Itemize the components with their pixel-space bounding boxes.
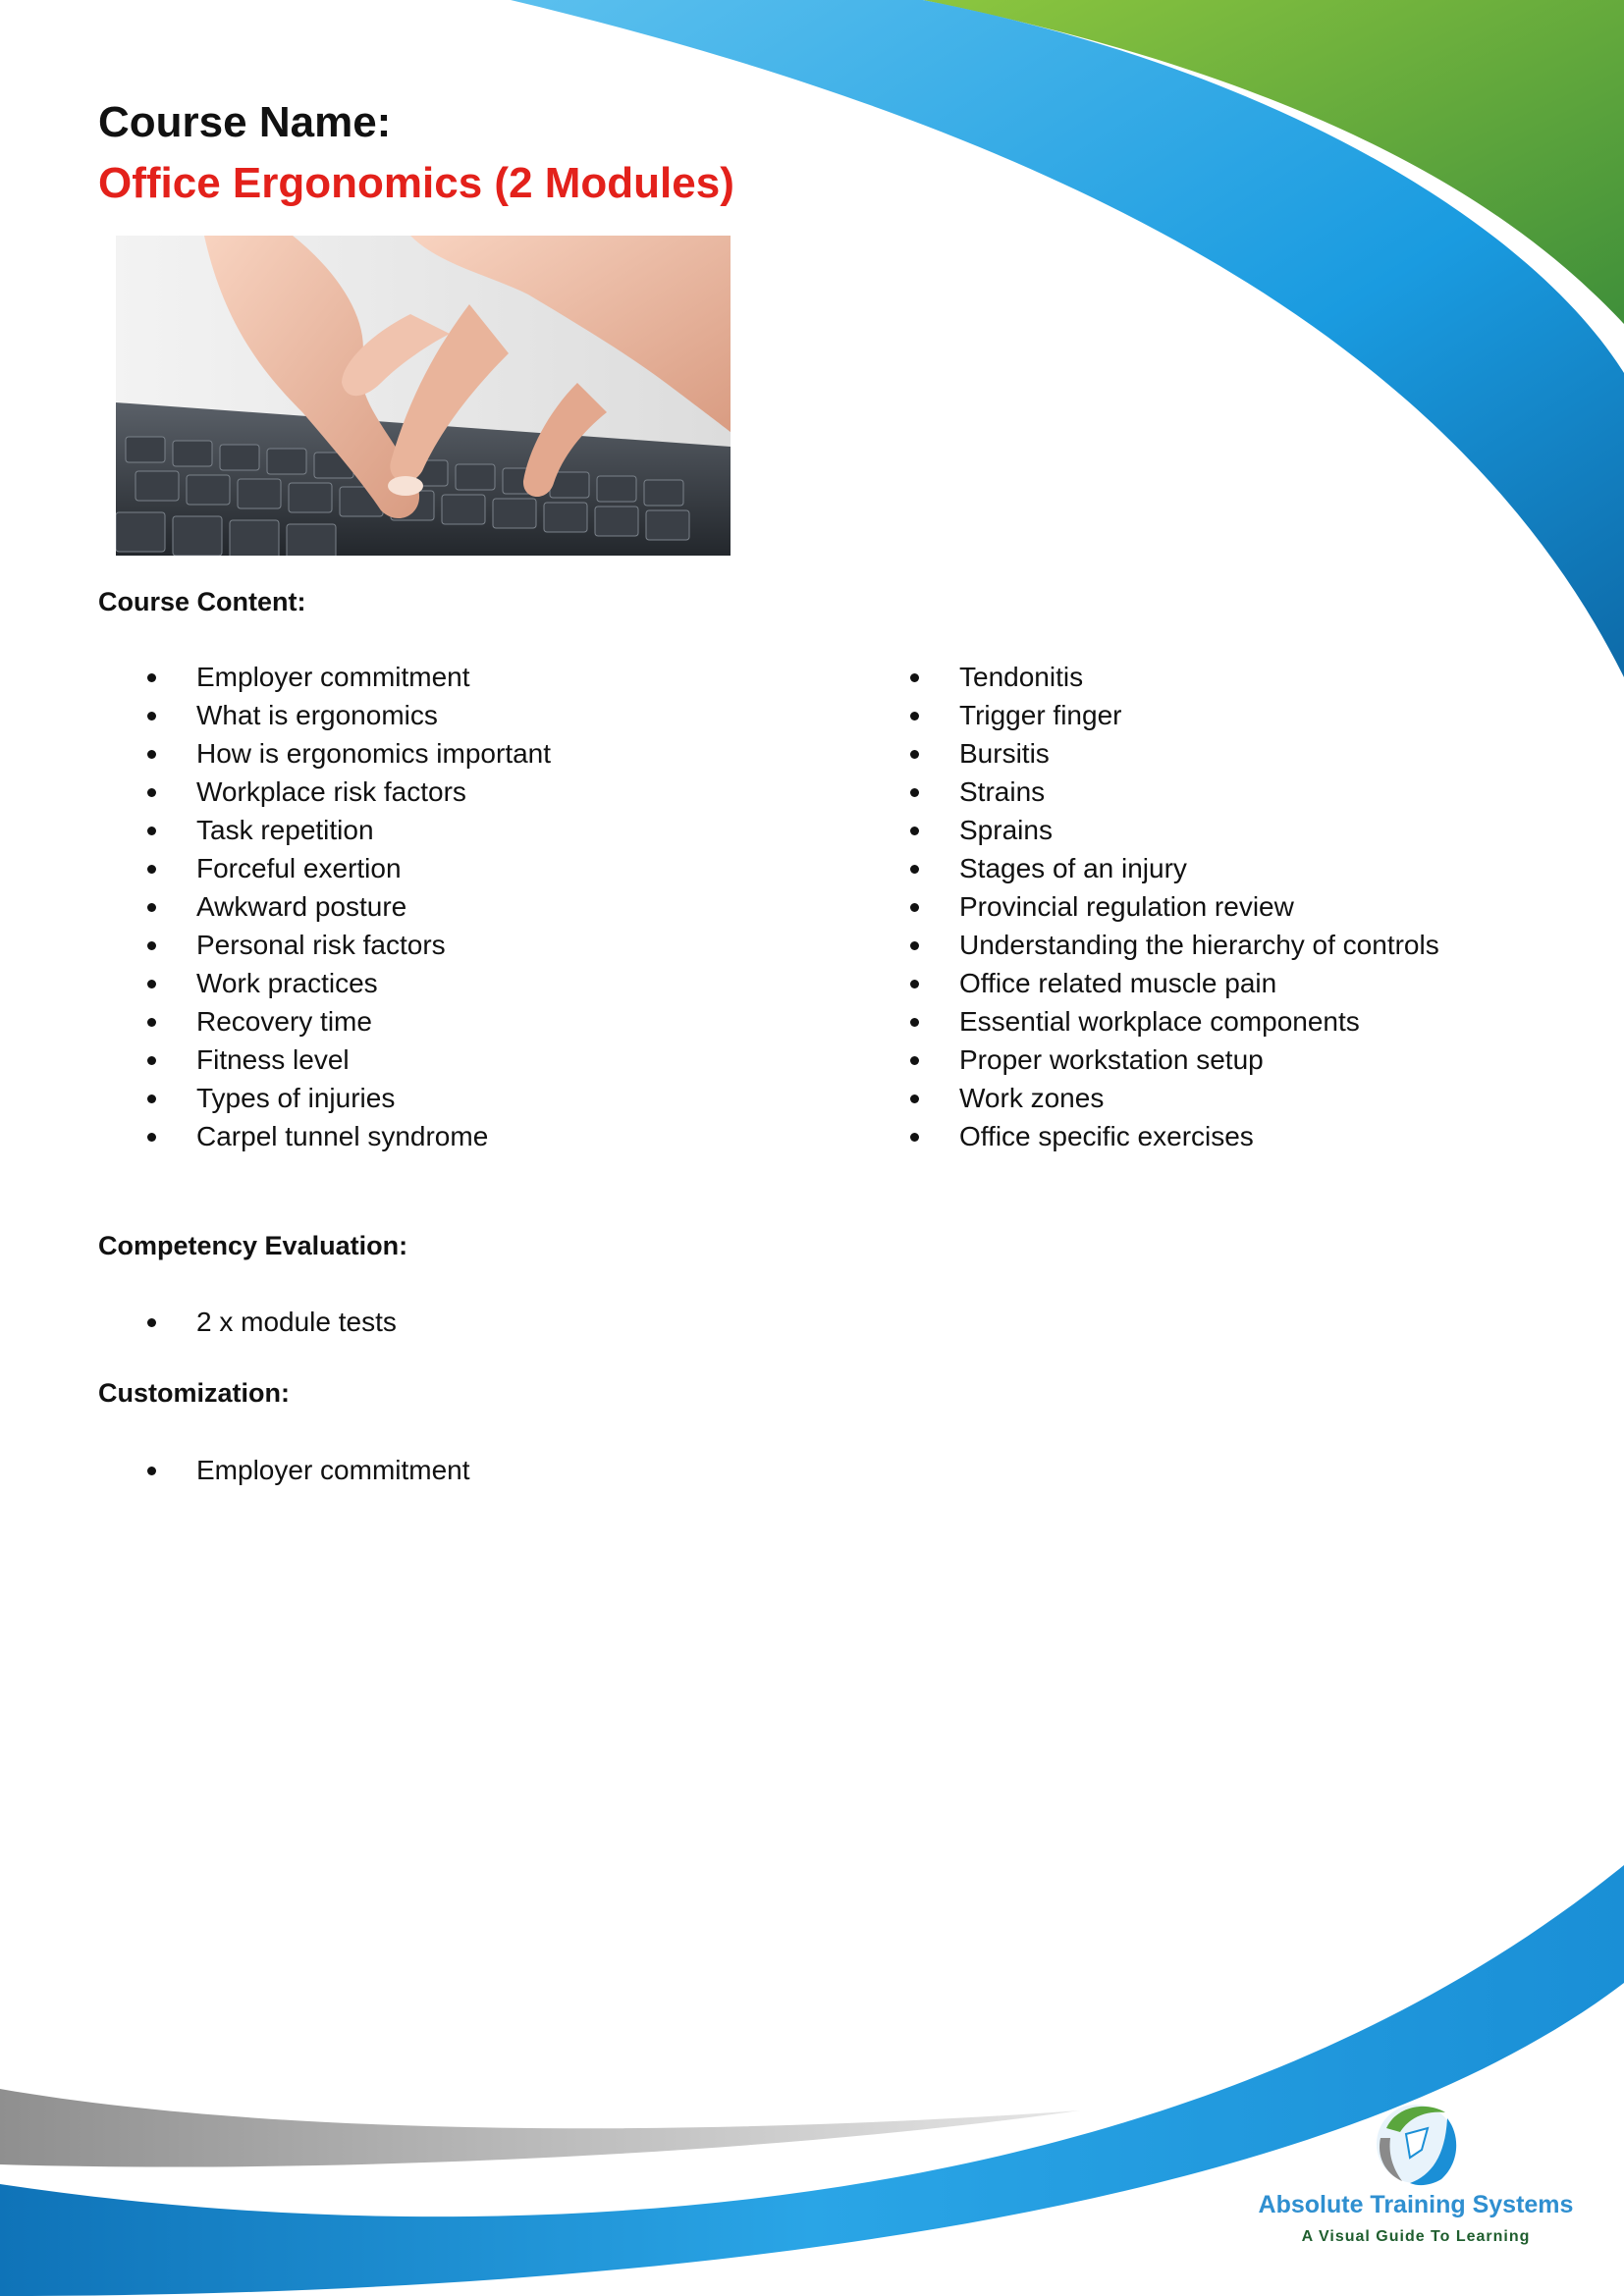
list-item: How is ergonomics important [98, 734, 551, 773]
competency-evaluation-title: Competency Evaluation: [98, 1231, 408, 1260]
list-item: Understanding the hierarchy of controls [861, 926, 1439, 964]
list-item: Employer commitment [98, 1451, 470, 1489]
list-item: Task repetition [98, 811, 551, 849]
list-item: Essential workplace components [861, 1002, 1439, 1041]
list-item: Tendonitis [861, 658, 1439, 696]
logo-tagline: A Visual Guide To Learning [1301, 2228, 1531, 2245]
list-item: Trigger finger [861, 696, 1439, 734]
list-item: Forceful exertion [98, 849, 551, 887]
course-name-label: Course Name: [98, 98, 392, 146]
course-content-left-list [98, 658, 551, 1155]
list-item: Types of injuries [98, 1079, 551, 1117]
customization-title: Customization: [98, 1378, 290, 1408]
list-item: Strains [861, 773, 1439, 811]
course-name: Office Ergonomics (2 Modules) [98, 159, 734, 207]
logo-company-name: Absolute Training Systems [1258, 2191, 1574, 2218]
list-item: What is ergonomics [98, 696, 551, 734]
list-item: Personal risk factors [98, 926, 551, 964]
customization-list [98, 1451, 470, 1489]
list-item: Work zones [861, 1079, 1439, 1117]
course-content-right-list [861, 658, 1439, 1155]
list-item: Fitness level [98, 1041, 551, 1079]
list-item: Sprains [861, 811, 1439, 849]
list-item: Work practices [98, 964, 551, 1002]
company-logo [1239, 2099, 1593, 2256]
list-item: Bursitis [861, 734, 1439, 773]
list-item: Office specific exercises [861, 1117, 1439, 1155]
competency-evaluation-list [98, 1303, 397, 1341]
list-item: Carpel tunnel syndrome [98, 1117, 551, 1155]
list-item: Office related muscle pain [861, 964, 1439, 1002]
list-item: Stages of an injury [861, 849, 1439, 887]
list-item: Workplace risk factors [98, 773, 551, 811]
list-item: Awkward posture [98, 887, 551, 926]
hands-typing-on-keyboard-photo [116, 236, 731, 556]
globe-logo-icon [1367, 2099, 1465, 2187]
list-item: Employer commitment [98, 658, 551, 696]
course-content-title: Course Content: [98, 587, 306, 616]
list-item: 2 x module tests [98, 1303, 397, 1341]
list-item: Recovery time [98, 1002, 551, 1041]
list-item: Provincial regulation review [861, 887, 1439, 926]
list-item: Proper workstation setup [861, 1041, 1439, 1079]
